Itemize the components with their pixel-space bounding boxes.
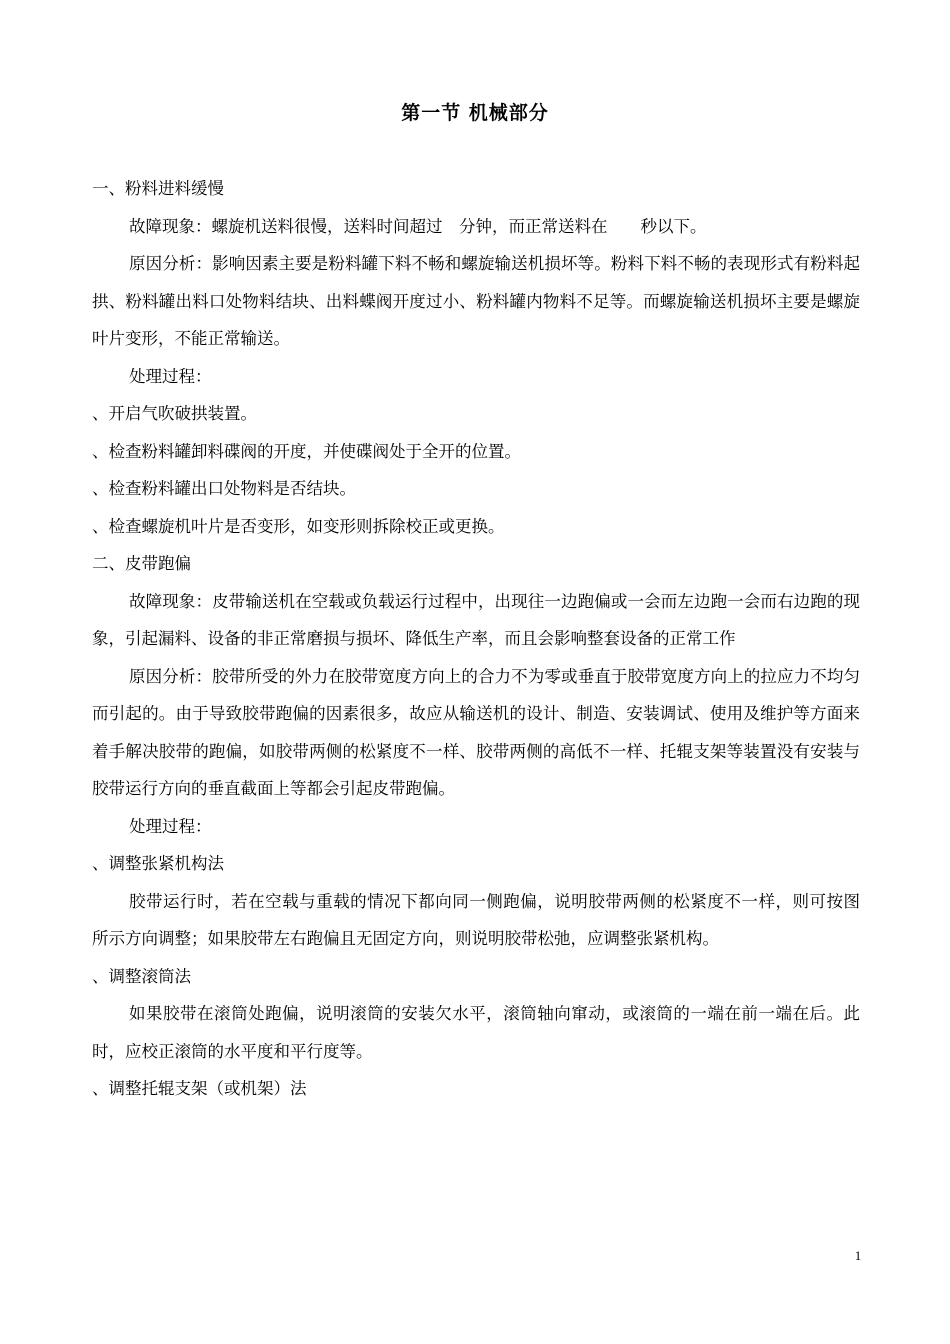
section-1-step-4: 、检查螺旋机叶片是否变形，如变形则拆除校正或更换。 [92,516,505,536]
section-1-cause: 原因分析：影响因素主要是粉料罐下料不畅和螺旋输送机损坏等。粉料下料不畅的表现形式有粉料起拱、粉料罐出料口处物料结块、出料蝶阀开度过小、粉料罐内物料不足等。而螺旋输送机损坏主要是螺旋叶片变形，不能正常输送。 [92,254,860,348]
section-2-cause: 原因分析：胶带所受的外力在胶带宽度方向上的合力不为零或垂直于胶带宽度方向上的拉应力不均匀而引起的。由于导致胶带跑偏的因素很多，故应从输送机的设计、制造、安装调试、使用及维护等方面来着手解决胶带的跑偏，如胶带两侧的松紧度不一样、胶带两侧的高低不一样、托辊支架等装置没有安装与胶带运行方向的垂直截面上等都会引起皮带跑偏。 [92,666,860,798]
method-1-title: 、调整张紧机构法 [92,854,224,873]
section-1-step-1: 、开启气吹破拱装置。 [92,404,257,423]
section-1-step-3: 、检查粉料罐出口处物料是否结块。 [92,479,356,498]
section-1-heading: 一、粉料进料缓慢 [92,179,224,198]
page-title: 第一节 机械部分 [401,102,549,124]
section-1-step-2: 、检查粉料罐卸料碟阀的开度，并使碟阀处于全开的位置。 [92,441,521,461]
method-2-title: 、调整滚筒法 [92,966,191,986]
section-2-process-label: 处理过程： [129,816,212,836]
method-1-text: 胶带运行时，若在空载与重载的情况下都向同一侧跑偏，说明胶带两侧的松紧度不一样，则可按图 所示方向调整；如果胶带左右跑偏且无固定方向，则说明胶带松弛，应调整张紧机构。 [92,891,877,948]
document-body [92,170,877,1108]
section-1-process-label: 处理过程： [129,366,212,386]
method-3-title: 、调整托辊支架（或机架）法 [92,1079,307,1098]
section-2-heading: 二、皮带跑偏 [92,554,191,573]
section-1-symptom: 故障现象：螺旋机送料很慢，送料时间超过 分钟，而正常送料在 秒以下。 [129,216,707,236]
section-2-symptom: 故障现象：皮带输送机在空载或负载运行过程中，出现往一边跑偏或一会而左边跑一会而右边跑的现象，引起漏料、设备的非正常磨损与损坏、降低生产率，而且会影响整套设备的正常工作 [92,591,860,648]
method-2-text: 如果胶带在滚筒处跑偏，说明滚筒的安装欠水平，滚筒轴向窜动，或滚筒的一端在前一端在后。此时，应校正滚筒的水平度和平行度等。 [92,1004,860,1061]
page-number: 1 [854,1248,862,1263]
